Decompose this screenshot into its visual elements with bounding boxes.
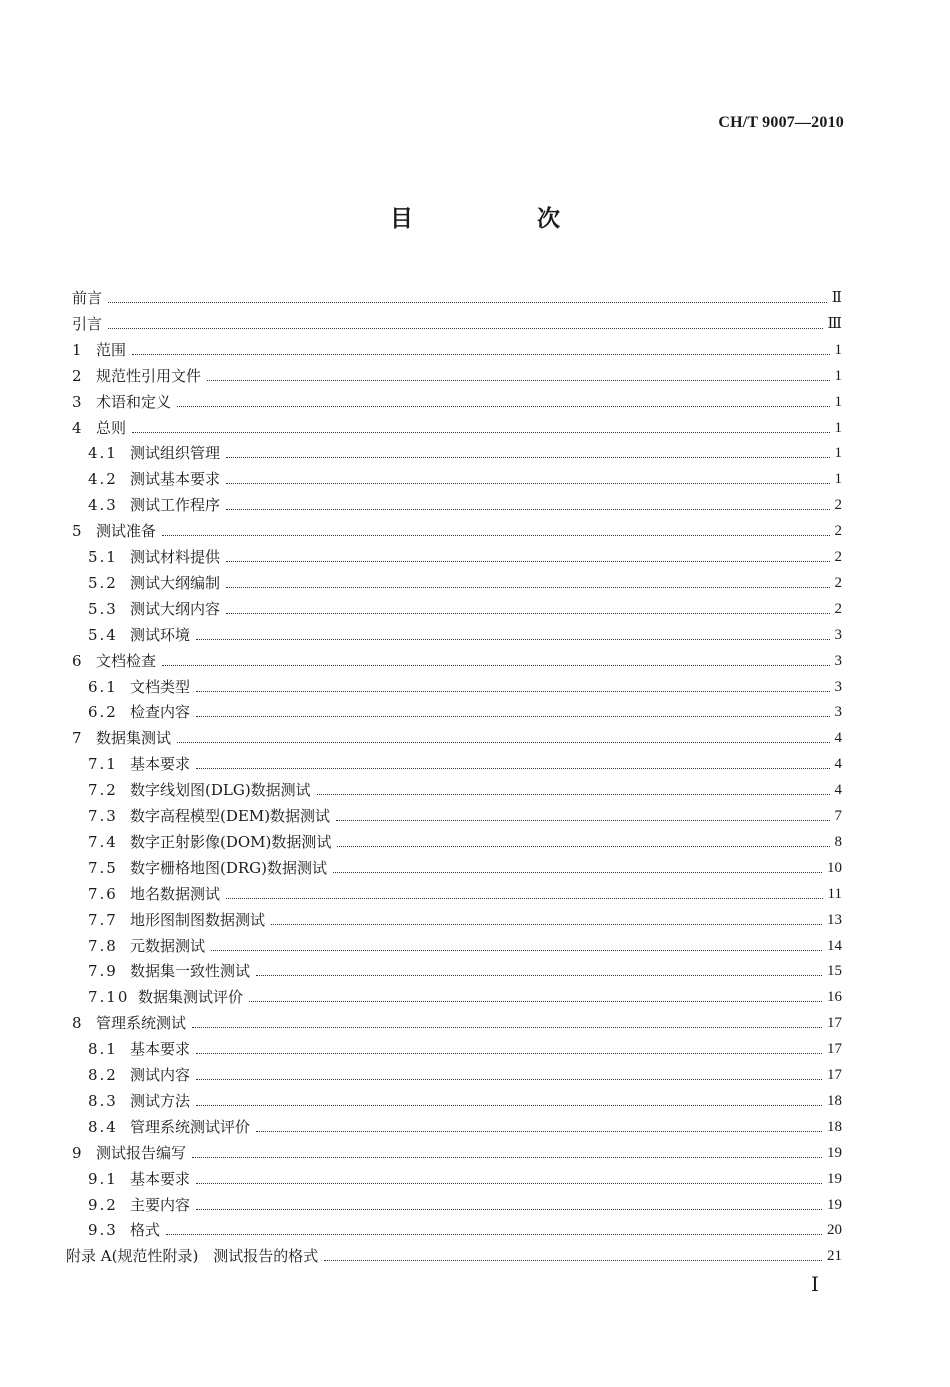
toc-entry[interactable] [88,1060,842,1084]
toc-entry-number: 7.7 [88,910,118,929]
toc-entry-number: 5.3 [88,599,118,618]
toc-entry[interactable] [88,879,842,903]
toc-entry-number: 9.1 [88,1169,118,1188]
toc-entry[interactable] [88,853,842,877]
dot-leader [192,1027,822,1028]
toc-entry[interactable] [72,646,842,670]
dot-leader [132,354,829,355]
toc-entry-page: 2 [834,574,842,591]
toc-entry[interactable] [88,1164,842,1188]
toc-entry-label: 数据集测试 [96,729,172,748]
toc-entry-number: 7.10 [88,988,130,1007]
page-title: 目 次 [389,206,618,232]
dot-leader [226,483,829,484]
toc-entry-label: 地形图制图数据测试 [130,910,266,929]
toc-entry-page: 18 [827,1092,842,1109]
toc-entry[interactable] [88,594,842,618]
toc-entry-number: 7.6 [88,884,118,903]
toc-entry-page: 1 [834,419,842,436]
toc-entry-number: 7.8 [88,936,118,955]
toc-entry-label: 总则 [96,418,127,437]
toc-entry-number: 5 [72,522,82,541]
toc-entry-label: 格式 [130,1221,161,1240]
toc-entry-page: 16 [827,989,842,1006]
toc-entry[interactable] [88,620,842,644]
toc-entry[interactable] [72,516,842,540]
toc-entry[interactable] [88,827,842,851]
toc-entry-label: 范围 [96,340,127,359]
toc-entry-label: 管理系统测试评价 [130,1117,251,1136]
toc-entry[interactable] [88,438,842,462]
toc-entry-number: 8.4 [88,1117,118,1136]
toc-entry-label: 测试工作程序 [130,496,221,515]
toc-entry-label: 附录 A(规范性附录) 测试报告的格式 [66,1247,319,1266]
toc-entry-page: 17 [827,1067,842,1083]
toc-entry-page: 3 [834,678,842,695]
dot-leader [336,820,829,821]
dot-leader [196,1209,822,1210]
toc-entry-label: 数字高程模型(DEM)数据测试 [130,807,331,825]
toc-entry[interactable] [88,464,842,488]
toc-entry-page: 15 [827,963,842,980]
toc-entry-page: 19 [827,1170,842,1187]
toc-entry-page: 2 [834,600,842,617]
toc-entry-label: 测试材料提供 [130,548,221,566]
toc-entry-page: 19 [827,1196,842,1213]
dot-leader [337,846,829,847]
dot-leader [256,975,822,976]
dot-leader [271,924,822,925]
dot-leader [226,613,829,614]
toc-entry-label: 数据集一致性测试 [130,962,251,981]
toc-entry-label: 测试方法 [130,1091,191,1110]
toc-entry-label: 测试大纲内容 [130,599,221,618]
toc-entry-number: 3 [72,392,82,411]
toc-entry-page: 1 [834,471,842,488]
toc-entry[interactable] [88,568,842,592]
toc-entry-number: 7.9 [88,962,118,981]
toc-entry[interactable] [88,905,842,929]
dot-leader [226,509,829,510]
toc-entry-number: 7.4 [88,832,118,851]
dot-leader [166,1234,822,1235]
toc-entry-label: 文档类型 [130,677,191,696]
toc-entry[interactable] [88,931,842,955]
dot-leader [211,950,822,951]
dot-leader [249,1001,822,1002]
toc-entry-label: 引言 [72,314,103,333]
toc-entry-number: 9 [72,1143,82,1162]
toc-entry-number: 8.3 [88,1091,118,1110]
dot-leader [108,328,823,329]
dot-leader [196,768,829,769]
toc-entry-label: 测试大纲编制 [130,573,221,592]
toc-entry[interactable] [72,335,842,359]
dot-leader [324,1260,822,1261]
dot-leader [192,1157,822,1158]
toc-entry-page: 2 [834,497,842,514]
toc-entry-number: 8.2 [88,1066,118,1084]
toc-entry-page: 17 [827,1041,842,1058]
toc-entry-page: 3 [834,704,842,721]
toc-entry[interactable] [66,1241,842,1265]
dot-leader [162,535,829,536]
toc-entry-number: 7.2 [88,781,118,800]
toc-entry[interactable] [88,697,842,721]
toc-entry[interactable] [88,956,842,980]
toc-entry-page: 18 [827,1118,842,1135]
dot-leader [177,742,829,743]
toc-entry-number: 7 [72,729,82,748]
dot-leader [196,691,829,692]
dot-leader [177,406,829,407]
toc-entry-page: 3 [834,626,842,643]
toc-entry[interactable] [72,723,842,747]
toc-entry-label: 基本要求 [130,1040,191,1059]
dot-leader [256,1131,822,1132]
dot-leader [226,561,829,562]
toc-entry-page: 7 [834,808,842,824]
toc-entry-page: Ⅲ [827,315,842,332]
toc-entry[interactable] [88,982,842,1006]
toc-entry[interactable] [88,1112,842,1136]
dot-leader [196,1105,822,1106]
toc-entry[interactable] [72,283,842,307]
toc-entry-number: 2 [72,366,82,385]
toc-entry-label: 地名数据测试 [130,884,221,903]
toc-entry-label: 测试组织管理 [130,444,221,463]
dot-leader [196,1183,822,1184]
toc-entry-number: 4.3 [88,496,118,515]
standard-code: CH/T 9007—2010 [718,114,844,131]
toc-entry-label: 数字栅格地图(DRG)数据测试 [130,858,328,877]
toc-entry[interactable] [88,542,842,566]
toc-entry-label: 前言 [72,289,103,307]
toc-entry-number: 7.1 [88,755,118,774]
toc-entry-label: 测试基本要求 [130,470,221,489]
toc-entry-label: 数字线划图(DLG)数据测试 [130,781,311,800]
toc-entry[interactable] [88,801,842,825]
toc-entry-page: 20 [827,1222,842,1239]
toc-entry-page: Ⅱ [831,290,842,306]
toc-entry-label: 管理系统测试 [96,1014,187,1033]
toc-entry[interactable] [72,387,842,411]
toc-entry-number: 1 [72,340,82,359]
toc-entry-label: 主要内容 [130,1195,191,1214]
toc-entry-label: 基本要求 [130,755,191,774]
dot-leader [162,665,829,666]
toc-entry-number: 6.1 [88,677,118,696]
toc-entry-number: 5.4 [88,625,118,644]
toc-entry-number: 6.2 [88,703,118,722]
dot-leader [196,1079,822,1080]
toc-entry-label: 文档检查 [96,651,157,670]
toc-entry-number: 4.2 [88,470,118,489]
toc-entry[interactable] [88,749,842,773]
page-folio: Ⅰ [811,1274,819,1296]
toc-entry[interactable] [72,309,842,333]
toc-entry-page: 3 [834,652,842,669]
toc-entry-label: 检查内容 [130,703,191,722]
toc-entry[interactable] [72,1008,842,1032]
toc-entry-page: 1 [834,393,842,410]
dot-leader [196,1053,822,1054]
dot-leader [196,716,829,717]
toc-entry-page: 4 [834,782,842,799]
toc-entry[interactable] [88,1034,842,1058]
toc-entry-page: 2 [834,549,842,565]
toc-entry-page: 1 [834,367,842,384]
toc-entry-number: 4.1 [88,444,118,463]
toc-entry-page: 4 [834,756,842,773]
toc-entry-page: 11 [827,885,842,902]
toc-entry-number: 6 [72,651,82,670]
toc-entry-number: 4 [72,418,82,437]
dot-leader [226,898,823,899]
toc-entry-label: 测试内容 [130,1066,191,1084]
toc-entry[interactable] [72,413,842,437]
toc-entry[interactable] [88,1190,842,1214]
toc-entry-page: 19 [827,1144,842,1161]
dot-leader [333,872,822,873]
dot-leader [207,380,829,381]
toc-entry-number: 8.1 [88,1040,118,1059]
toc-entry-page: 13 [827,911,842,928]
toc-entry-number: 8 [72,1014,82,1033]
toc-entry-page: 1 [834,341,842,358]
toc-entry-page: 8 [834,833,842,850]
toc-entry-label: 测试报告编写 [96,1143,187,1162]
toc-entry-page: 21 [827,1248,842,1265]
toc-entry-label: 测试环境 [130,625,191,644]
toc-entry-page: 14 [827,937,842,954]
toc-entry-number: 9.3 [88,1221,118,1240]
toc-entry-page: 1 [834,445,842,462]
toc-entry-number: 5.1 [88,548,118,566]
toc-entry-label: 基本要求 [130,1169,191,1188]
toc-entry[interactable] [72,1138,842,1162]
toc-entry-page: 10 [827,859,842,876]
dot-leader [226,457,829,458]
toc-entry-page: 4 [834,730,842,747]
toc-entry[interactable] [88,490,842,514]
toc-entry-label: 数字正射影像(DOM)数据测试 [130,832,332,851]
toc-entry-page: 17 [827,1015,842,1032]
toc-entry[interactable] [88,1086,842,1110]
toc-entry[interactable] [88,1215,842,1239]
dot-leader [226,587,829,588]
dot-leader [196,639,829,640]
toc-entry-page: 2 [834,523,842,540]
toc-entry-number: 9.2 [88,1195,118,1214]
dot-leader [317,794,830,795]
dot-leader [108,302,827,303]
toc-entry-number: 7.5 [88,858,118,877]
toc-entry[interactable] [88,775,842,799]
toc-entry-label: 规范性引用文件 [96,366,202,385]
toc-entry-label: 测试准备 [96,522,157,541]
toc-entry[interactable] [88,672,842,696]
toc-entry-label: 数据集测试评价 [138,988,244,1007]
toc-entry-number: 7.3 [88,807,118,825]
toc-entry-number: 5.2 [88,573,118,592]
toc-entry-label: 元数据测试 [130,936,206,955]
dot-leader [132,432,829,433]
toc-entry[interactable] [72,361,842,385]
toc-entry-label: 术语和定义 [96,392,172,411]
